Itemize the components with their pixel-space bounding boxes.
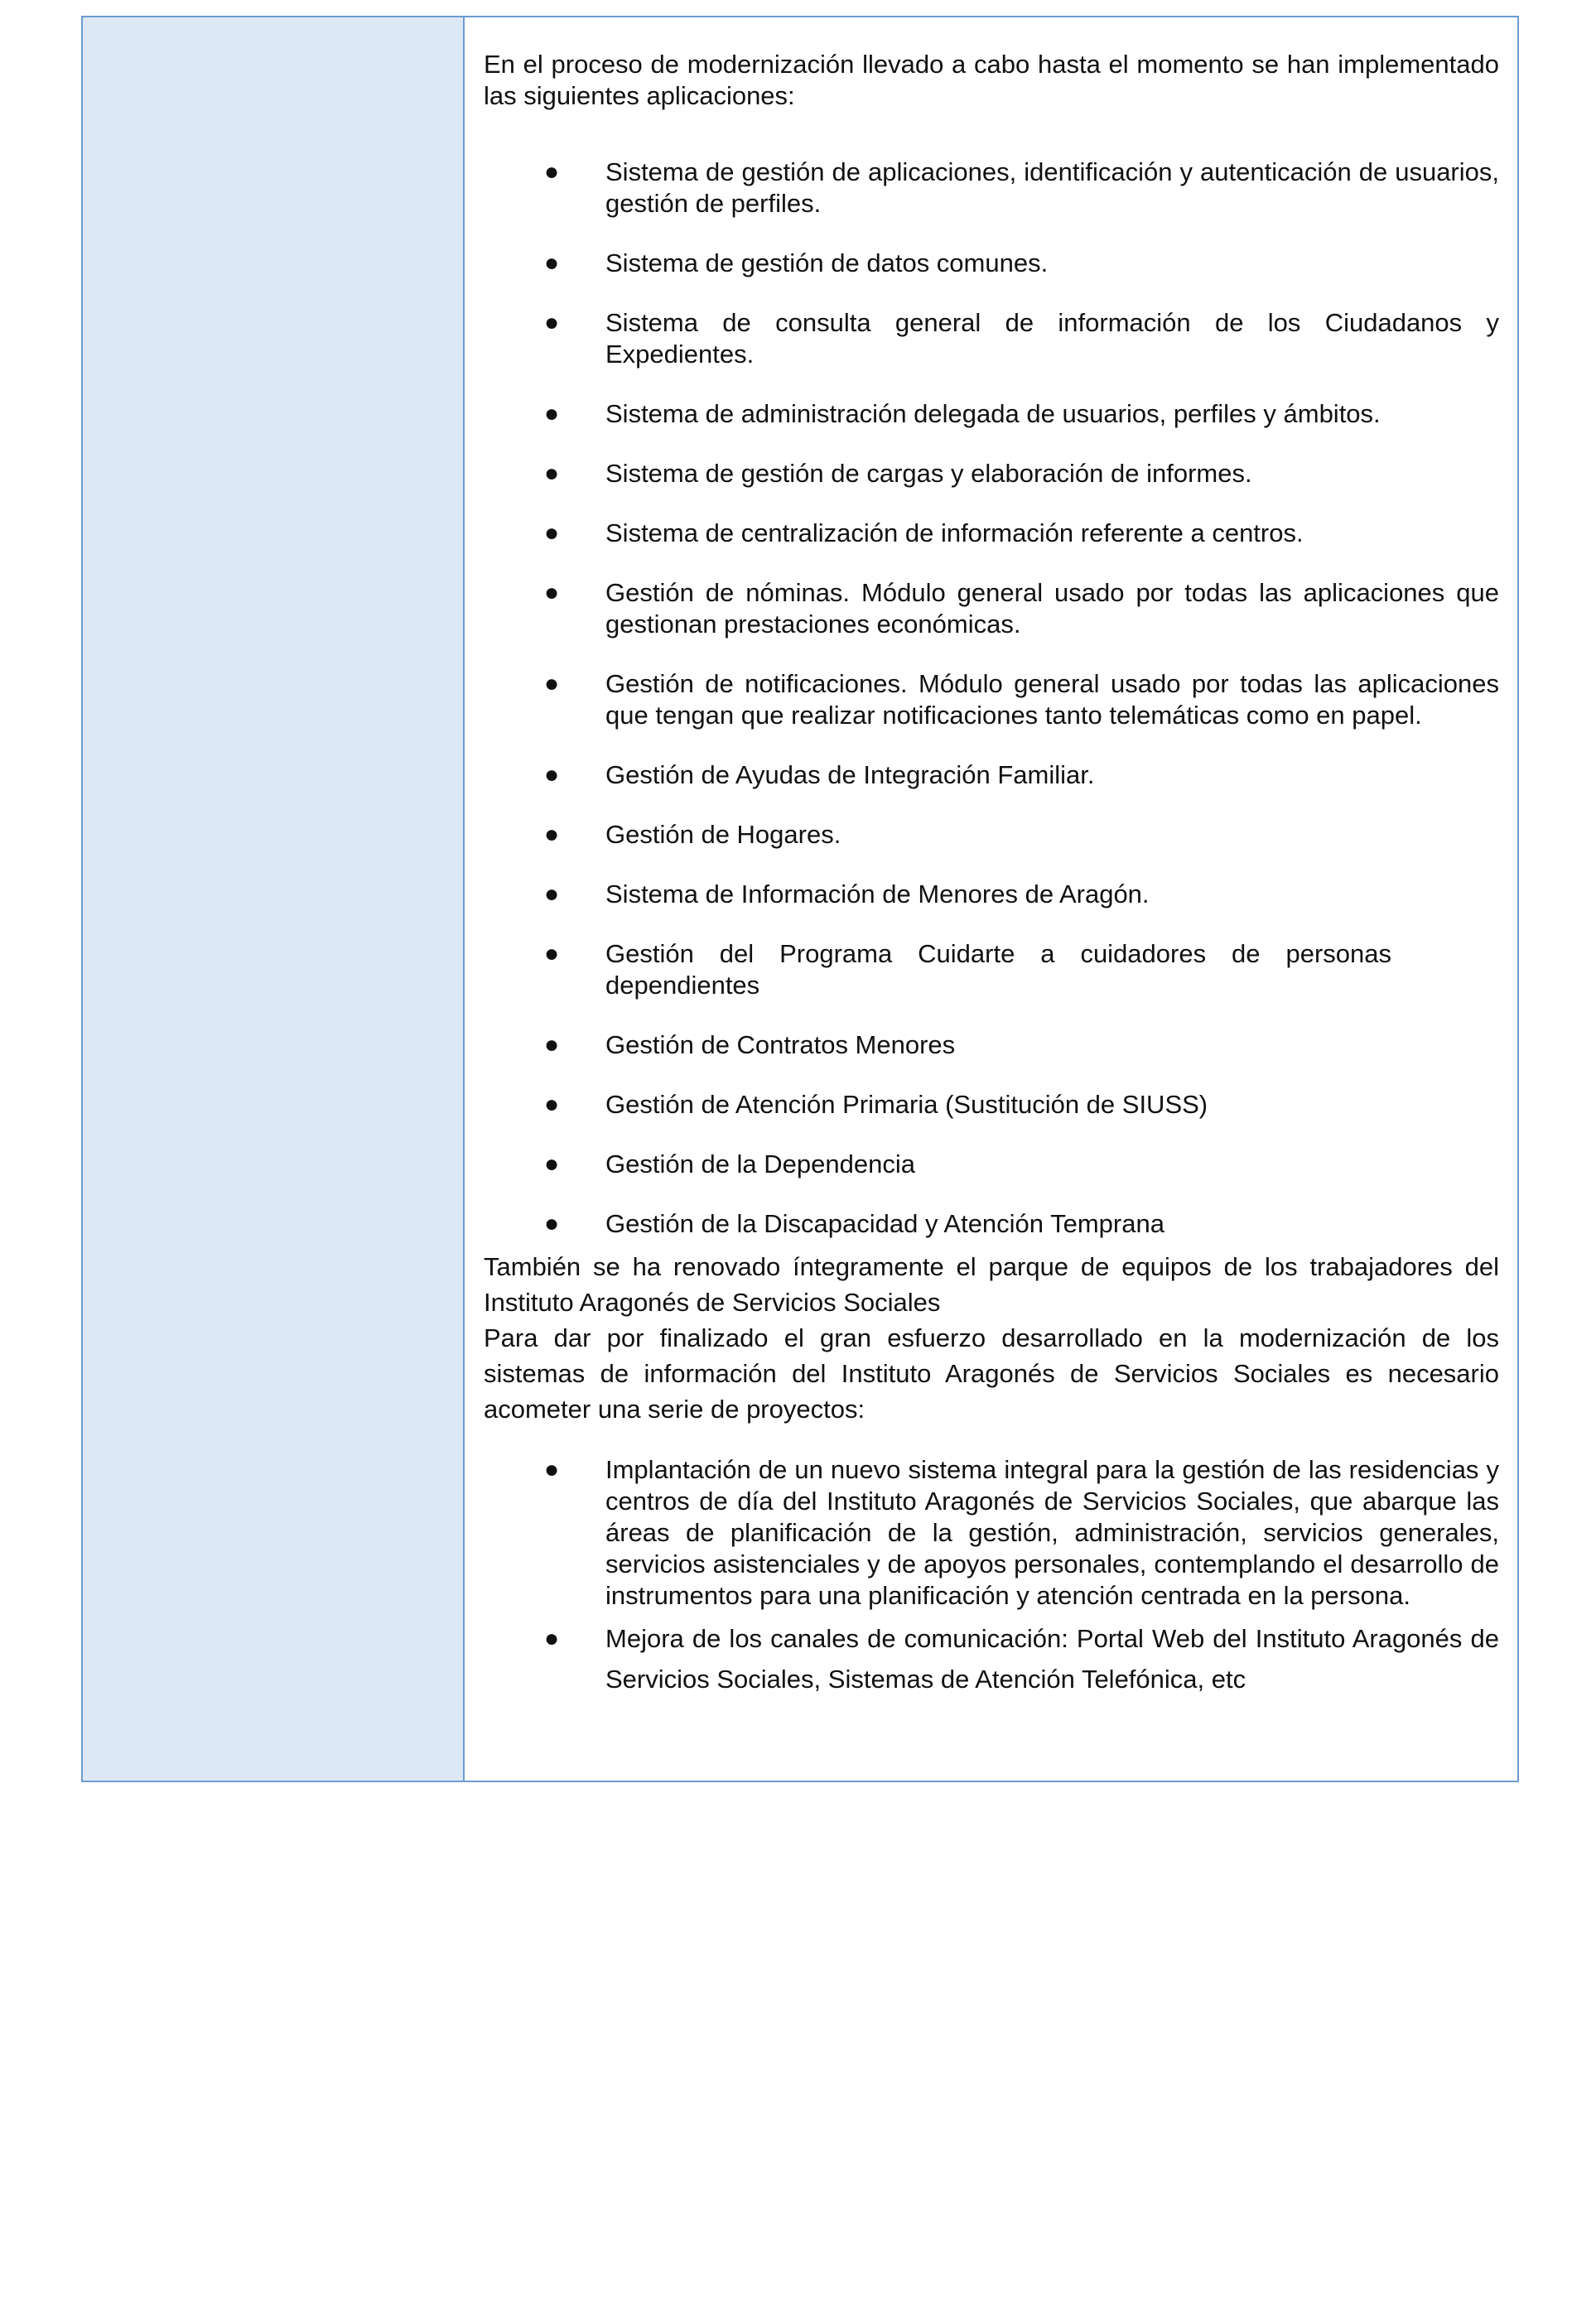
list-item-text: Gestión de nóminas. Módulo general usado por todas las aplicaciones que gestionan prestaciones económicas.: [605, 578, 1499, 639]
bullet-icon: ●: [544, 1150, 560, 1178]
list-item-text: Gestión de la Dependencia: [605, 1150, 915, 1178]
list-item-text: Gestión de Ayudas de Integración Familiar.: [605, 760, 1095, 789]
list-item: [484, 1089, 1499, 1121]
bullet-icon: ●: [544, 1031, 560, 1058]
list-item-text: Sistema de Información de Menores de Aragón.: [605, 880, 1150, 909]
list-item: [484, 248, 1499, 279]
bullet-icon: ●: [544, 880, 560, 908]
list-item-text: Implantación de un nuevo sistema integral para la gestión de las residencias y centros de día del Instituto Aragonés de Servicios Sociales, que abarque las áreas de planificación de la gestión, administración, servicios generales, servicios asistenciales y de apoyos personales, contemplando el desarrollo de instrumentos para una planificación y atención centrada en la persona.: [605, 1455, 1499, 1610]
bullet-icon: ●: [544, 1210, 560, 1237]
list-item-text: Gestión del Programa Cuidarte a cuidadores de personas dependientes: [605, 939, 1391, 1000]
bullet-icon: ●: [544, 1091, 560, 1118]
bullet-icon: ●: [544, 1456, 560, 1483]
intro-paragraph: En el proceso de modernización llevado a cabo hasta el momento se han implementado las siguientes aplicaciones:: [484, 50, 1499, 110]
list-item: [484, 1618, 1499, 1699]
list-item: [484, 518, 1499, 549]
list-item: [484, 458, 1499, 489]
list-item-text: Gestión de la Discapacidad y Atención Temprana: [605, 1209, 1164, 1238]
list-item: [484, 398, 1499, 430]
bullet-icon: ●: [544, 579, 560, 606]
content-cell: [465, 17, 1517, 1781]
list-item: [484, 668, 1499, 731]
bullet-icon: ●: [544, 249, 560, 277]
bullet-icon: ●: [544, 460, 560, 487]
list-item: [484, 1454, 1499, 1612]
list-item: [484, 759, 1499, 791]
list-item: [484, 1208, 1499, 1240]
label-cell: [83, 17, 465, 1781]
list-item: [484, 1149, 1499, 1180]
bullet-icon: ●: [544, 670, 560, 697]
list-item-text: Sistema de gestión de aplicaciones, identificación y autenticación de usuarios, gestión de perfiles.: [605, 157, 1499, 218]
projects-list: [484, 1454, 1499, 1699]
bullet-icon: ●: [544, 940, 560, 967]
bullet-icon: ●: [544, 519, 560, 547]
list-item: [484, 1029, 1499, 1061]
list-item-text: Sistema de gestión de cargas y elaboración de informes.: [605, 459, 1252, 488]
list-item-text: Gestión de Hogares.: [605, 820, 841, 849]
list-item-text: Gestión de Contratos Menores: [605, 1030, 956, 1059]
list-item-text: Sistema de administración delegada de usuarios, perfiles y ámbitos.: [605, 399, 1381, 428]
list-item: [484, 157, 1499, 219]
list-item: [484, 819, 1499, 851]
bullet-icon: ●: [544, 309, 560, 336]
bullet-icon: ●: [544, 1625, 560, 1652]
list-item-text: Mejora de los canales de comunicación: Portal Web del Instituto Aragonés de Servicios Sociales, Sistemas de Atención Telefónica, etc: [605, 1624, 1499, 1694]
projects-intro-paragraph: Para dar por finalizado el gran esfuerzo desarrollado en la modernización de los sistemas de información del Instituto Aragonés de Servicios Sociales es necesario acometer una serie de proyectos:: [484, 1323, 1499, 1424]
bullet-icon: ●: [544, 761, 560, 788]
list-item-text: Sistema de consulta general de información de los Ciudadanos y Expedientes.: [605, 308, 1499, 369]
bullet-icon: ●: [544, 158, 560, 186]
list-item-text: Sistema de centralización de información referente a centros.: [605, 518, 1304, 547]
list-item-text: Gestión de Atención Primaria (Sustitución de SIUSS): [605, 1090, 1208, 1119]
list-item: [484, 577, 1499, 640]
applications-list: [484, 157, 1499, 1240]
list-item-text: Gestión de notificaciones. Módulo general usado por todas las aplicaciones que tengan que realizar notificaciones tanto telemáticas como en papel.: [605, 669, 1499, 730]
list-item: [484, 879, 1499, 910]
list-item-text: Sistema de gestión de datos comunes.: [605, 248, 1049, 277]
bullet-icon: ●: [544, 821, 560, 848]
list-item: [484, 307, 1499, 370]
bullet-icon: ●: [544, 400, 560, 427]
content-table: [81, 16, 1519, 1782]
list-item: [484, 938, 1499, 1001]
renewal-paragraph: También se ha renovado íntegramente el parque de equipos de los trabajadores del Instituto Aragonés de Servicios Sociales: [484, 1252, 1499, 1317]
